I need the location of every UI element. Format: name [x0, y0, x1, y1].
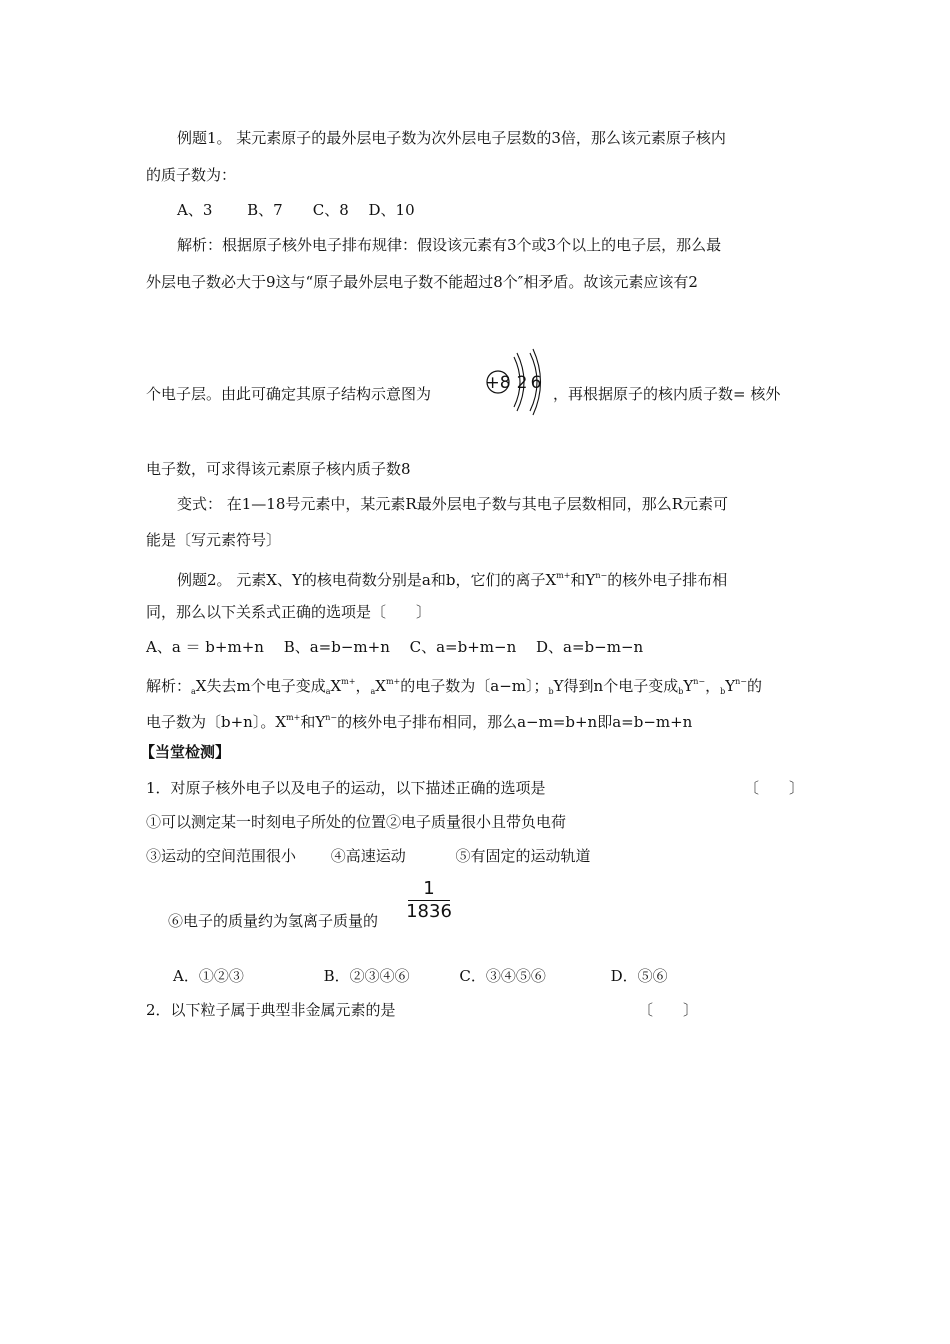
q1-answer-paren: 〔 〕 — [744, 779, 805, 797]
example1-analysis-line1: 解析：根据原子核外电子排布规律：假设该元素有3个或3个以上的电子层，那么最 — [177, 236, 722, 254]
nucleus-charge: +8 — [485, 373, 511, 393]
example2-options: A、a ＝ b+m+n B、a=b−m+n C、a=b+m−n D、a=b−m−n — [146, 638, 644, 656]
q1-stem: 1．对原子核外电子以及电子的运动，以下描述正确的选项是 — [146, 779, 546, 797]
variant-line1: 变式： 在1—18号元素中，某元素R最外层电子数与其电子层数相同，那么R元素可 — [177, 495, 728, 513]
atom-structure-diagram — [478, 345, 548, 420]
q2-stem: 2．以下粒子属于典型非金属元素的是 — [146, 1001, 396, 1019]
example1-analysis-line3a: 个电子层。由此可确定其原子结构示意图为 — [146, 385, 432, 403]
shell1-electrons: 2 — [516, 373, 528, 393]
example1-options: A、3 B、7 C、8 D、10 — [177, 201, 415, 219]
fraction-1-over-1836 — [406, 878, 452, 923]
variant-line2: 能是〔写元素符号〕 — [146, 531, 282, 549]
example1-line2: 的质子数为： — [146, 166, 237, 184]
example1-analysis-line3b: ，再根据原子的核内质子数= 核外 — [553, 385, 781, 403]
fraction-numerator: 1 — [423, 878, 435, 899]
q2-answer-paren: 〔 〕 — [638, 1001, 699, 1019]
fraction-denominator: 1836 — [406, 901, 452, 922]
example2-line1: 例题2。 元素X、Y的核电荷数分别是a和b，它们的离子$X^{m+}$和$Y^{n-}$的核外电子排布相 — [177, 571, 728, 589]
q1-items-line3: ⑥电子的质量约为氢离子质量的 — [168, 912, 379, 930]
example2-analysis-line1: 解析：$_a$X失去m个电子变成$_aX^{m+}$，$_aX^{m+}$的电子数为〔a−m〕；$_b$Y得到n个电子变成$_bY^{n-}$，$_bY^{n-}$的 — [146, 677, 763, 696]
section-title: 【当堂检测】 — [140, 743, 231, 761]
example1-analysis-line4: 电子数，可求得该元素原子核内质子数8 — [146, 460, 411, 478]
example2-analysis-line2: 电子数为〔b+n〕。$X^{m+}$和$Y^{n-}$的核外电子排布相同，那么a−m=b+n即a=b−m+n — [146, 713, 693, 731]
shell2-electrons: 6 — [530, 373, 542, 393]
q1-options: A．①②③ B．②③④⑥ C．③④⑤⑥ D．⑤⑥ — [173, 967, 668, 985]
q1-items-line1: ①可以测定某一时刻电子所处的位置②电子质量很小且带负电荷 — [146, 813, 567, 831]
example1-analysis-line2: 外层电子数必大于9这与“原子最外层电子数不能超过8个″相矛盾。故该元素应该有2 — [146, 273, 698, 291]
example1-line1: 例题1。 某元素原子的最外层电子数为次外层电子层数的3倍，那么该元素原子核内 — [177, 129, 726, 147]
q1-items-line2: ③运动的空间范围很小 ④高速运动 ⑤有固定的运动轨道 — [146, 847, 591, 865]
example2-line2: 同，那么以下关系式正确的选项是〔 〕 — [146, 603, 432, 621]
